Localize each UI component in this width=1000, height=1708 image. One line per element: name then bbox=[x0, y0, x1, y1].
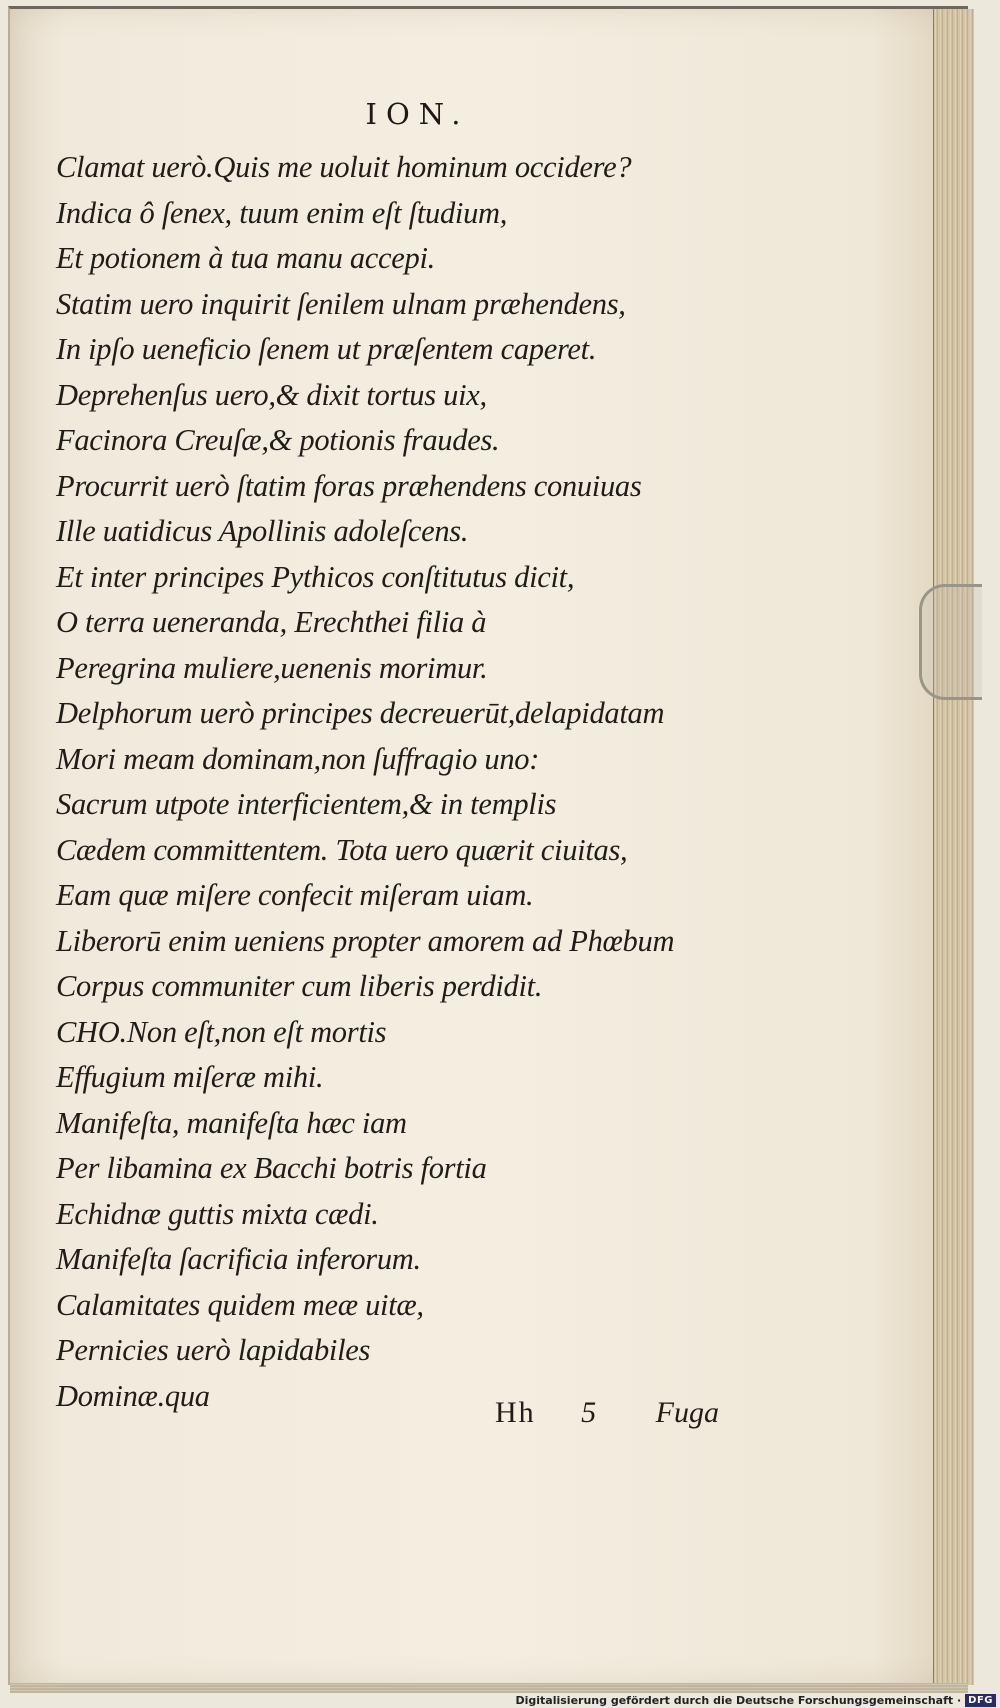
bottom-page-edge bbox=[10, 1683, 968, 1693]
verse-line: Calamitates quidem meæ uitæ, bbox=[56, 1287, 424, 1322]
verse-line: Per libamina ex Bacchi botris fortia bbox=[56, 1151, 487, 1185]
verse-line: Eam quæ miſere confecit miſeram uiam. bbox=[56, 878, 534, 912]
verse-line: Liberorū enim ueniens propter amorem ad Phœbum bbox=[56, 923, 675, 958]
running-head: ION. bbox=[365, 97, 470, 131]
verse-line: Manifeſta ſacrificia inferorum. bbox=[56, 1242, 421, 1276]
signature-mark: Hh bbox=[495, 1396, 536, 1429]
verse-line: CHO.Non eſt,non eſt mortis bbox=[56, 1014, 387, 1049]
verse-line: Pernicies uerò lapidabiles bbox=[56, 1333, 371, 1367]
verse-line: Ille uatidicus Apollinis adoleſcens. bbox=[56, 514, 469, 548]
verse-line: Corpus communiter cum liberis perdidit. bbox=[56, 969, 543, 1003]
verse-line: Delphorum uerò principes decreuerūt,delapidatam bbox=[56, 696, 665, 730]
verse-line: Sacrum utpote interficientem,& in templis bbox=[56, 787, 557, 821]
page-clip bbox=[919, 584, 982, 700]
verse-line: In ipſo ueneficio ſenem ut præſentem caperet. bbox=[56, 332, 597, 366]
verse-line: Echidnæ guttis mixta cædi. bbox=[56, 1196, 379, 1231]
verse-line: Clamat uerò.Quis me uoluit hominum occidere? bbox=[56, 150, 632, 184]
verse-line: Peregrina muliere,uenenis morimur. bbox=[56, 650, 488, 685]
verse-line: Mori meam dominam,non ſuffragio uno: bbox=[56, 741, 540, 776]
dfg-logo-icon: DFG bbox=[965, 1694, 996, 1707]
signature-number: 5 bbox=[581, 1396, 597, 1429]
credit-text: Digitalisierung gefördert durch die Deutsche Forschungsgemeinschaft · bbox=[515, 1694, 962, 1707]
page-footer bbox=[495, 1396, 719, 1430]
verse-line: Cædem committentem. Tota uero quærit ciuitas, bbox=[56, 832, 628, 867]
verse-line: O terra ueneranda, Erechthei filia à bbox=[56, 605, 487, 639]
verse-line: Et inter principes Pythicos conſtitutus dicit, bbox=[56, 559, 575, 594]
verse-line: Deprehenſus uero,& dixit tortus uix, bbox=[56, 377, 487, 412]
verse-line: Manifeſta, manifeſta hæc iam bbox=[56, 1105, 407, 1140]
verse-line: Effugium miſeræ mihi. bbox=[56, 1060, 324, 1094]
verse-line: Indica ô ſenex, tuum enim eſt ſtudium, bbox=[56, 195, 508, 230]
catchword: Fuga bbox=[655, 1396, 719, 1429]
book-page bbox=[8, 6, 968, 1685]
digitization-credit bbox=[515, 1694, 996, 1707]
page-edges bbox=[933, 9, 974, 1685]
verse-line: Procurrit uerò ſtatim foras præhendens conuiuas bbox=[56, 468, 642, 503]
verse-line: Et potionem à tua manu accepi. bbox=[56, 241, 435, 275]
verse-line: Statim uero inquirit ſenilem ulnam præhendens, bbox=[56, 286, 626, 321]
verse-line: Dominæ.qua bbox=[56, 1378, 210, 1413]
verse-line: Facinora Creuſæ,& potionis fraudes. bbox=[56, 423, 500, 457]
verse-text bbox=[56, 145, 756, 1419]
